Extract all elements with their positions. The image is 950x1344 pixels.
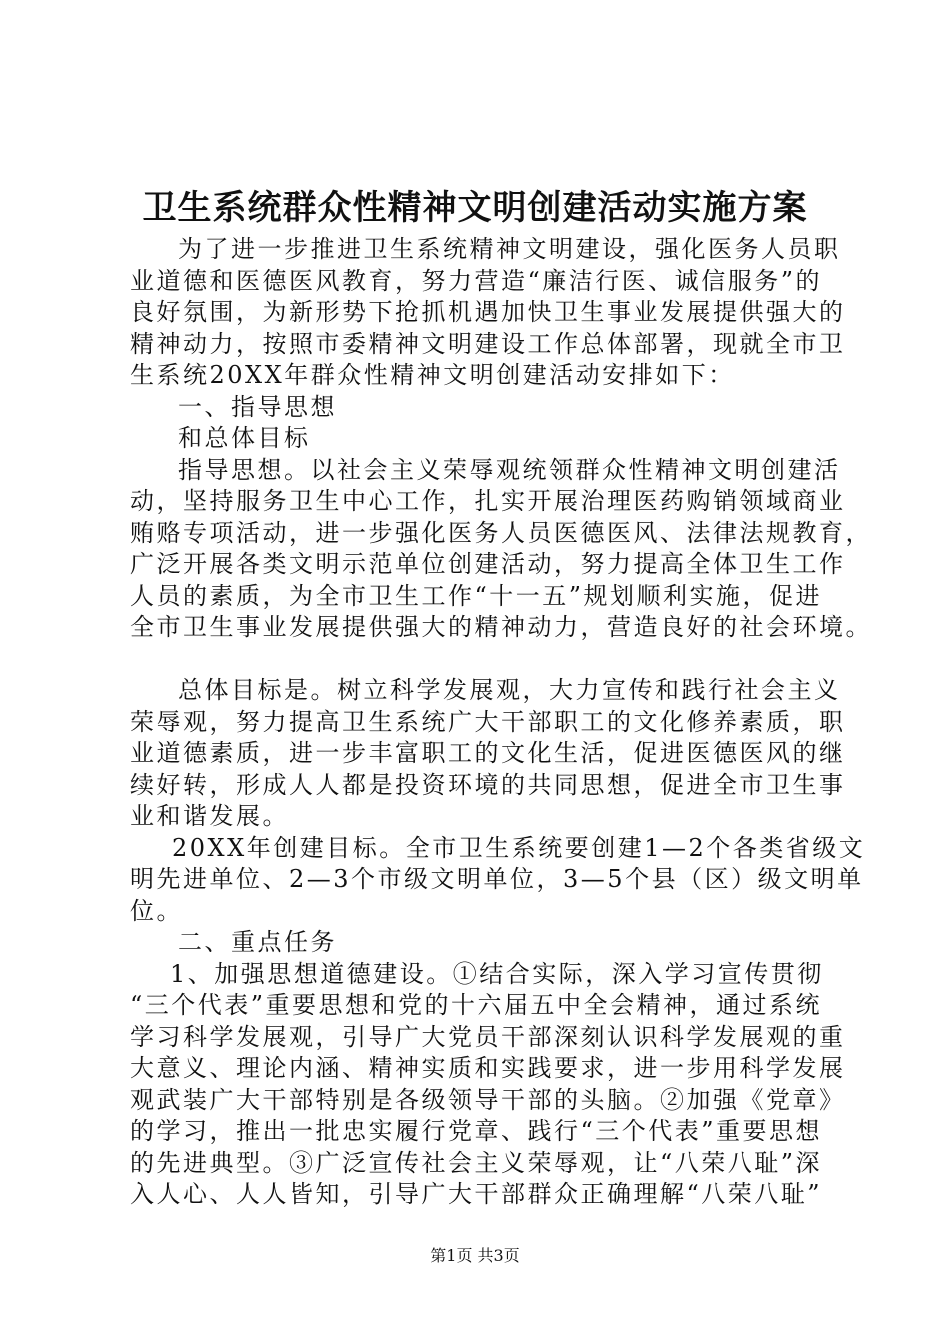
section-heading: 一、指导思想: [178, 392, 337, 421]
paragraph-line: 总体目标是。树立科学发展观，大力宣传和践行社会主义: [178, 676, 841, 704]
paragraph-line: 入人心、人人皆知，引导广大干部群众正确理解“八荣八耻”: [130, 1180, 823, 1208]
paragraph-line: 广泛开展各类文明示范单位创建活动，努力提高全体卫生工作: [130, 550, 846, 578]
paragraph-line: 的学习，推出一批忠实履行党章、践行“三个代表”重要思想: [130, 1117, 823, 1145]
paragraph-line: 观武装广大干部特别是各级领导干部的头脑。②加强《党章》: [130, 1085, 846, 1114]
paragraph-line: 人员的素质，为全市卫生工作“十一五”规划顺利实施，促进: [130, 581, 823, 610]
paragraph-line: 续好转，形成人人都是投资环境的共同思想，促进全市卫生事: [130, 770, 846, 799]
paragraph-line: 业和谐发展。: [130, 802, 289, 830]
document-title: 卫生系统群众性精神文明创建活动实施方案: [142, 188, 808, 228]
document-body: [130, 234, 872, 1211]
paragraph-line: 明先进单位、2—3个市级文明单位，3—5个县（区）级文明单: [130, 865, 864, 893]
paragraph-line: 精神动力，按照市委精神文明建设工作总体部署，现就全市卫: [130, 329, 846, 358]
paragraph-line: “三个代表”重要思想和党的十六届五中全会精神，通过系统: [130, 991, 823, 1019]
paragraph-line: 大意义、理论内涵、精神实质和实践要求，进一步用科学发展: [130, 1054, 846, 1082]
paragraph-line: 贿赂专项活动，进一步强化医务人员医德医风、法律法规教育，: [130, 518, 872, 547]
page-footer: 第1页 共3页: [430, 1246, 520, 1265]
paragraph-line: 荣辱观，努力提高卫生系统广大干部职工的文化修养素质，职: [130, 707, 846, 736]
paragraph-line: 20XX年创建目标。全市卫生系统要创建1—2个各类省级文: [172, 833, 866, 862]
paragraph-line: 为了进一步推进卫生系统精神文明建设，强化医务人员职: [178, 235, 841, 263]
paragraph-line: 位。: [130, 896, 183, 925]
paragraph-line: 全市卫生事业发展提供强大的精神动力，营造良好的社会环境。: [130, 613, 872, 641]
paragraph-line: 学习科学发展观，引导广大党员干部深刻认识科学发展观的重: [130, 1022, 846, 1051]
paragraph-line: 业道德素质，进一步丰富职工的文化生活，促进医德医风的继: [130, 739, 846, 767]
blank-line: [130, 644, 830, 676]
paragraph-line: 的先进典型。③广泛宣传社会主义荣辱观，让“八荣八耻”深: [130, 1148, 823, 1177]
paragraph-line: 1、加强思想道德建设。①结合实际，深入学习宣传贯彻: [170, 959, 824, 988]
section-heading-continued: 和总体目标: [178, 424, 311, 452]
paragraph-line: 生系统20XX年群众性精神文明创建活动安排如下：: [130, 361, 735, 389]
paragraph-line: 动，坚持服务卫生中心工作，扎实开展治理医药购销领域商业: [130, 487, 846, 515]
paragraph-line: 业道德和医德医风教育，努力营造“廉洁行医、诚信服务”的: [130, 266, 823, 295]
section-heading: 二、重点任务: [178, 928, 337, 956]
paragraph-line: 良好氛围，为新形势下抢抓机遇加快卫生事业发展提供强大的: [130, 298, 846, 326]
paragraph-line: 指导思想。以社会主义荣辱观统领群众性精神文明创建活: [178, 455, 841, 484]
